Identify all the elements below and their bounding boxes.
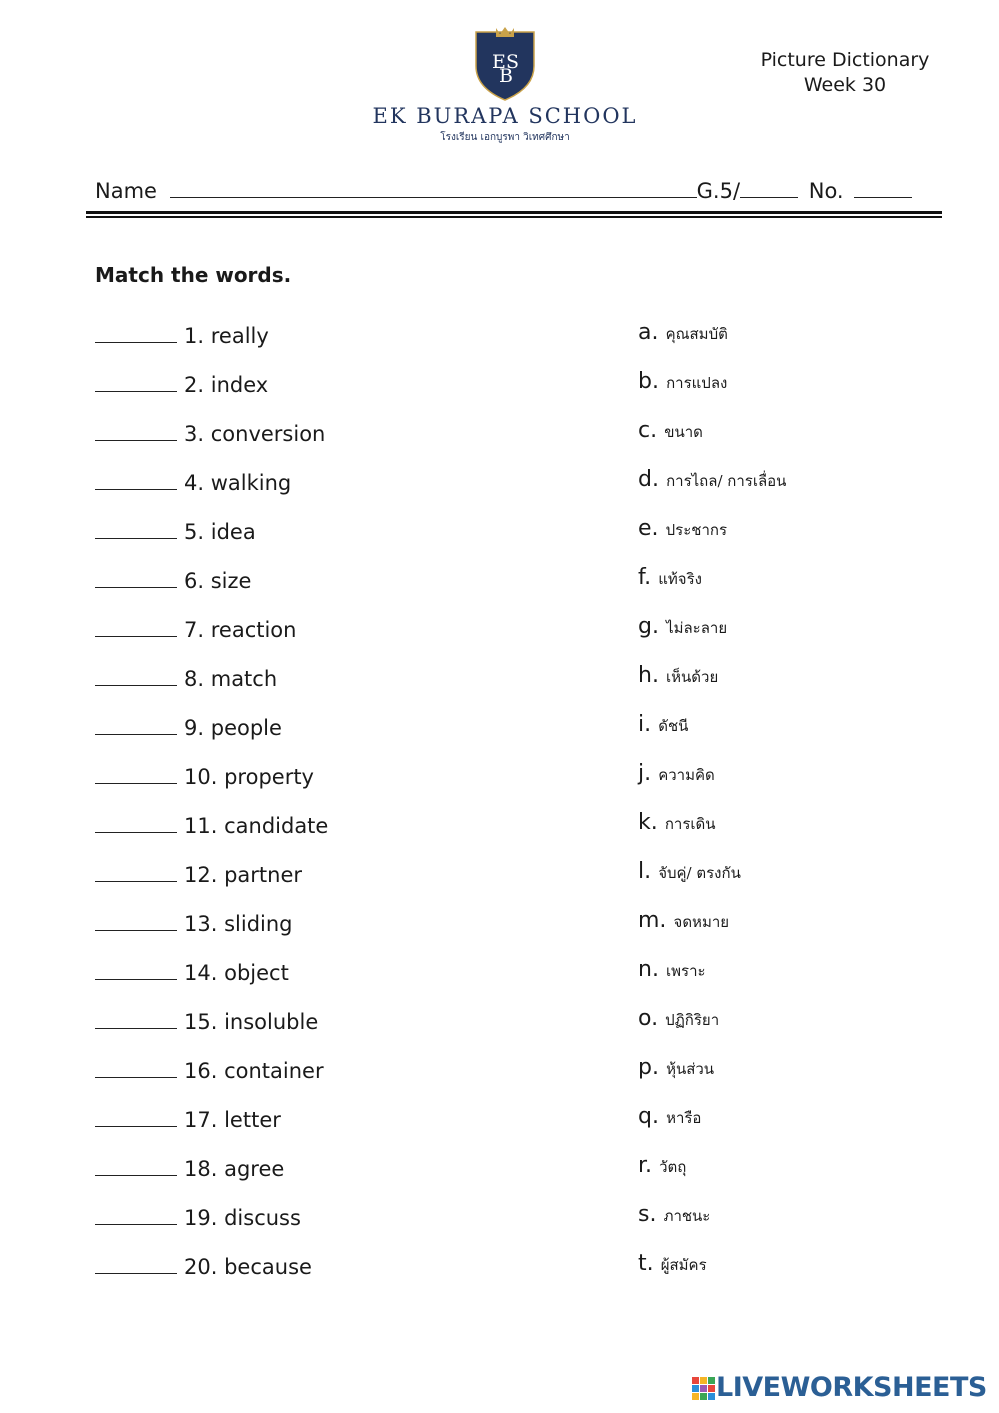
list-item: 11. candidate bbox=[95, 810, 328, 840]
meaning-item: i. ดัชนี bbox=[638, 712, 689, 737]
answer-blank[interactable] bbox=[95, 614, 177, 637]
meaning-item: a. คุณสมบัติ bbox=[638, 320, 728, 345]
meaning-item: k. การเดิน bbox=[638, 810, 716, 835]
meaning-item: g. ไม่ละลาย bbox=[638, 614, 728, 639]
list-item: 3. conversion bbox=[95, 418, 325, 448]
answer-blank[interactable] bbox=[95, 859, 177, 882]
list-item: 1. really bbox=[95, 320, 269, 350]
instruction: Match the words. bbox=[95, 263, 292, 287]
answer-blank[interactable] bbox=[95, 565, 177, 588]
svg-text:S: S bbox=[506, 51, 520, 73]
list-item: 15. insoluble bbox=[95, 1006, 318, 1036]
answer-blank[interactable] bbox=[95, 1006, 177, 1029]
header-divider bbox=[86, 211, 942, 214]
list-item: 20. because bbox=[95, 1251, 312, 1281]
list-item: 7. reaction bbox=[95, 614, 296, 644]
meaning-item: h. เห็นด้วย bbox=[638, 663, 719, 688]
list-item: 10. property bbox=[95, 761, 314, 791]
meaning-item: r. วัตถุ bbox=[638, 1153, 687, 1178]
number-field[interactable] bbox=[854, 176, 912, 198]
answer-blank[interactable] bbox=[95, 418, 177, 441]
worksheet-week: Week 30 bbox=[803, 74, 887, 96]
answer-blank[interactable] bbox=[95, 1202, 177, 1225]
meaning-item: s. ภาชนะ bbox=[638, 1202, 711, 1227]
answer-blank[interactable] bbox=[95, 712, 177, 735]
list-item: 14. object bbox=[95, 957, 289, 987]
header-divider-thin bbox=[86, 216, 942, 218]
meaning-item: t. ผู้สมัคร bbox=[638, 1251, 707, 1276]
answer-blank[interactable] bbox=[95, 320, 177, 343]
meaning-item: c. ขนาด bbox=[638, 418, 703, 443]
meaning-item: p. หุ้นส่วน bbox=[638, 1055, 715, 1080]
list-item: 6. size bbox=[95, 565, 251, 595]
answer-blank[interactable] bbox=[95, 810, 177, 833]
school-logo bbox=[360, 24, 650, 148]
student-info-row bbox=[95, 176, 912, 203]
liveworksheets-blocks-icon bbox=[692, 1377, 716, 1401]
svg-text:B: B bbox=[499, 65, 513, 87]
svg-text:E: E bbox=[492, 51, 506, 73]
answer-blank[interactable] bbox=[95, 1153, 177, 1176]
list-item: 9. people bbox=[95, 712, 282, 742]
meaning-item: b. การแปลง bbox=[638, 369, 728, 394]
name-field[interactable] bbox=[170, 176, 697, 198]
meaning-item: l. จับคู่/ ตรงกัน bbox=[638, 859, 741, 884]
meaning-item: q. หารือ bbox=[638, 1104, 702, 1129]
meaning-item: d. การไถล/ การเลื่อน bbox=[638, 467, 787, 492]
meaning-item: f. แท้จริง bbox=[638, 565, 702, 590]
answer-blank[interactable] bbox=[95, 467, 177, 490]
worksheet-title: Picture Dictionary bbox=[760, 49, 930, 71]
list-item: 13. sliding bbox=[95, 908, 293, 938]
answer-blank[interactable] bbox=[95, 908, 177, 931]
list-item: 12. partner bbox=[95, 859, 302, 889]
answer-blank[interactable] bbox=[95, 516, 177, 539]
answer-blank[interactable] bbox=[95, 761, 177, 784]
list-item: 19. discuss bbox=[95, 1202, 301, 1232]
answer-blank[interactable] bbox=[95, 1251, 177, 1274]
list-item: 18. agree bbox=[95, 1153, 284, 1183]
school-crest-icon bbox=[472, 26, 538, 102]
grade-label: G.5/ bbox=[696, 179, 741, 203]
name-label: Name bbox=[95, 179, 157, 203]
number-label: No. bbox=[808, 179, 844, 203]
answer-blank[interactable] bbox=[95, 1055, 177, 1078]
worksheet-header bbox=[740, 48, 950, 98]
school-name: EK BURAPA SCHOOL bbox=[372, 104, 638, 128]
answer-blank[interactable] bbox=[95, 957, 177, 980]
list-item: 16. container bbox=[95, 1055, 324, 1085]
school-thai-name: โรงเรียน เอกบูรพา วิเทศศึกษา bbox=[440, 132, 570, 143]
answer-blank[interactable] bbox=[95, 663, 177, 686]
answer-blank[interactable] bbox=[95, 369, 177, 392]
meaning-item: m. จดหมาย bbox=[638, 908, 730, 933]
grade-field[interactable] bbox=[740, 176, 798, 198]
liveworksheets-text: LIVEWORKSHEETS bbox=[716, 1372, 987, 1403]
meaning-item: j. ความคิด bbox=[638, 761, 715, 786]
meaning-item: o. ปฏิกิริยา bbox=[638, 1006, 720, 1031]
answer-blank[interactable] bbox=[95, 1104, 177, 1127]
list-item: 2. index bbox=[95, 369, 268, 399]
list-item: 5. idea bbox=[95, 516, 256, 546]
list-item: 8. match bbox=[95, 663, 277, 693]
list-item: 4. walking bbox=[95, 467, 291, 497]
meaning-item: n. เพราะ bbox=[638, 957, 706, 982]
list-item: 17. letter bbox=[95, 1104, 281, 1134]
meaning-item: e. ประชากร bbox=[638, 516, 728, 541]
